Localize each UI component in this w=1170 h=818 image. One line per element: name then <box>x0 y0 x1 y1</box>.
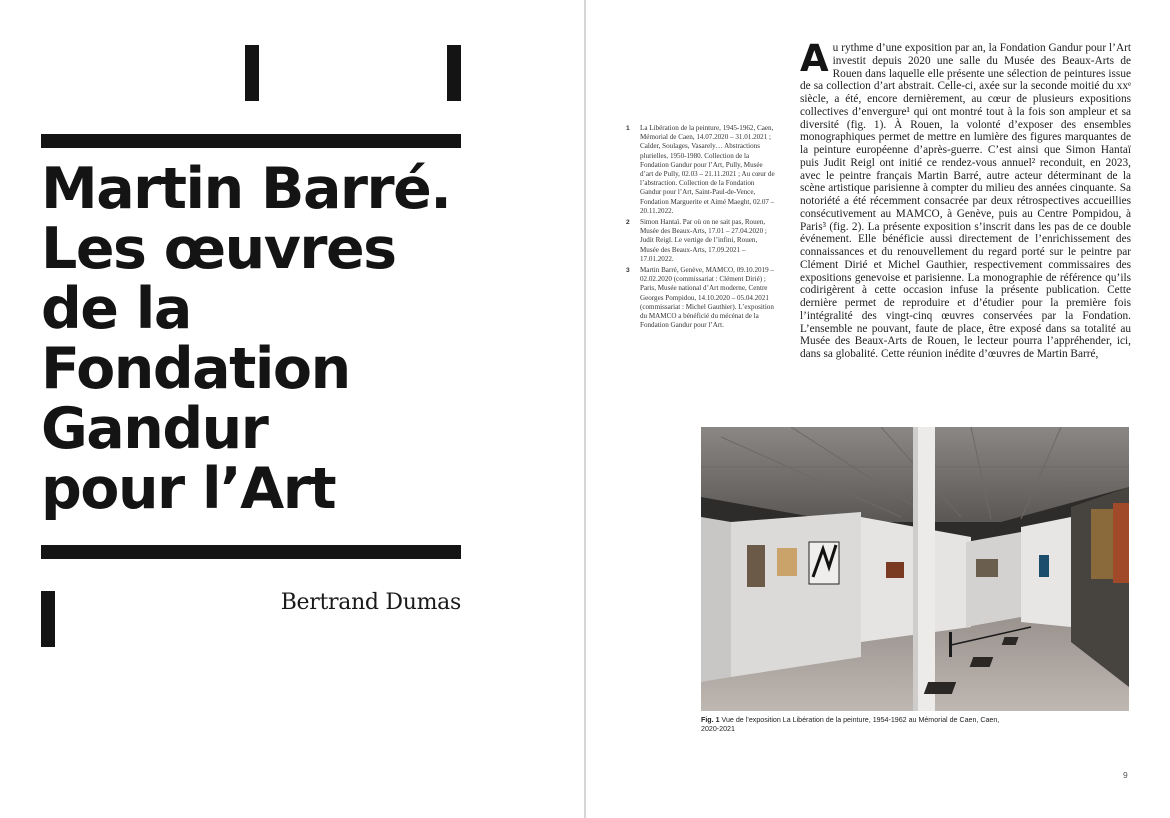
top-left-vertical-bar <box>245 45 259 101</box>
footnote-text: La Libération de la peinture, 1945-1962, Caen, Mémorial de Caen, 14.07.2020 – 31.01.2021 ; Calder, Soulages, Vasarely… Abstractions plurielles, 1950-1980. Collection de la Fondation Gandur pour l’Art, Pully, Musée d’art de Pully, 02.03 – 21.11.2021 ; Au cœur de l’abstraction. Collection de la Fondation Gandur pour l’Art, Saint-Paul-de-Vence, Fondation Marguerite et Aimé Maeght, 02.07 – 20.11.2022. <box>640 124 775 215</box>
page-title <box>41 156 481 522</box>
exhibition-photo <box>701 427 1129 711</box>
footnote-number: 2 <box>626 219 630 227</box>
footnote-text: Simon Hantaï. Par où on ne sait pas, Rouen, Musée des Beaux-Arts, 17.01 – 27.04.2020 ; Judit Reigl. Le vertige de l’infini, Rouen, Musée des Beaux-Arts, 17.09.2021 – 17.01.2022. <box>640 218 767 263</box>
caption-text: Vue de l’exposition La Libération de la peinture, 1954-1962 au Mémorial de Caen, Caen, 2020-2021 <box>701 716 1000 734</box>
caption-figure-label: Fig. 1 <box>701 716 720 724</box>
title-top-rule <box>41 134 461 148</box>
body-paragraph: u rythme d’une exposition par an, la Fondation Gandur pour l’Art investit depuis 2020 une salle du Musée des Beaux-Arts de Rouen dans laquelle elle présente une sélection de peintures issue de sa collection d’art abstrait. Celle-ci, axée sur la seconde moitié du xxᵉ siècle, a été, encore dernièrement, au cœur de plusieurs expositions collectives d’envergure¹ qui ont montré tout à la fois son ampleur et sa diversité (fig. 1). À Rouen, la volonté d’exposer des ensembles monographiques permet de mettre en lumière des figures marquantes de la peinture européenne d’après-guerre. C’est ainsi que Simon Hantaï puis Judit Reigl ont initié ce rendez-vous annuel² reconduit, en 2023, avec le peintre français Martin Barré, autre acteur déterminant de la scène artistique parisienne à compter du milieu des années cinquante. Sa notoriété a été récemment consacrée par deux rétrospectives accueillies consécutivement au MAMCO, à Genève, puis au Centre Pompidou, à Paris³ (fig. 2). La présente exposition s’inscrit dans les pas de ce double événement. Elle bénéficie aussi directement de l’enrichissement des connaissances et du renouvellement du regard porté sur le peintre par Clément Dirié et Michel Gauthier, respectivement commissaires des expositions genevoise et parisienne. La monographie de référence qu’ils codirigèrent à cette occasion infuse la présente publication. Cette dernière permet de reproduire et d’étudier pour la première fois l’intégralité des vingt-cinq œuvres conservées par la Fondation. L’ensemble ne pouvant, faute de place, être exposé dans sa totalité au Musée des Beaux-Arts de Rouen, le lecteur pourra l’appréhender, ici, dans sa globalité. Cette réunion inédite d’œuvres de Martin Barré, <box>800 42 1131 360</box>
left-page <box>0 0 584 818</box>
title-line: pour l’Art <box>41 456 336 522</box>
top-right-vertical-bar <box>447 45 461 101</box>
title-line: Fondation <box>41 336 350 402</box>
footnote <box>626 124 776 216</box>
footnotes <box>626 124 776 332</box>
body-text <box>800 37 1131 361</box>
right-page <box>586 0 1170 818</box>
title-line: Les œuvres <box>41 216 396 282</box>
title-line: Martin Barré. <box>41 156 451 222</box>
title-bottom-rule <box>41 545 461 559</box>
footnote-number: 3 <box>626 267 630 275</box>
footnote <box>626 266 776 330</box>
gallery-image <box>701 427 1129 711</box>
footnote-text: Martin Barré, Genève, MAMCO, 09.10.2019 – 02.02.2020 (commissariat : Clément Dirié) ; Paris, Musée national d’Art moderne, Centre Georges Pompidou, 14.10.2020 – 05.04.2021 (commissariat : Michel Gauthier). L’exposition du MAMCO a bénéficié du mécénat de la Fondation Gandur pour l’Art. <box>640 266 774 330</box>
bottom-left-vertical-bar <box>41 591 55 647</box>
footnote-number: 1 <box>626 125 630 132</box>
title-line: Gandur <box>41 396 268 462</box>
drop-cap: A <box>800 37 829 80</box>
author-name: Bertrand Dumas <box>280 590 461 615</box>
figure-caption <box>701 716 1001 735</box>
footnote <box>626 218 776 264</box>
page-number: 9 <box>1123 770 1128 780</box>
title-line: de la <box>41 276 191 342</box>
